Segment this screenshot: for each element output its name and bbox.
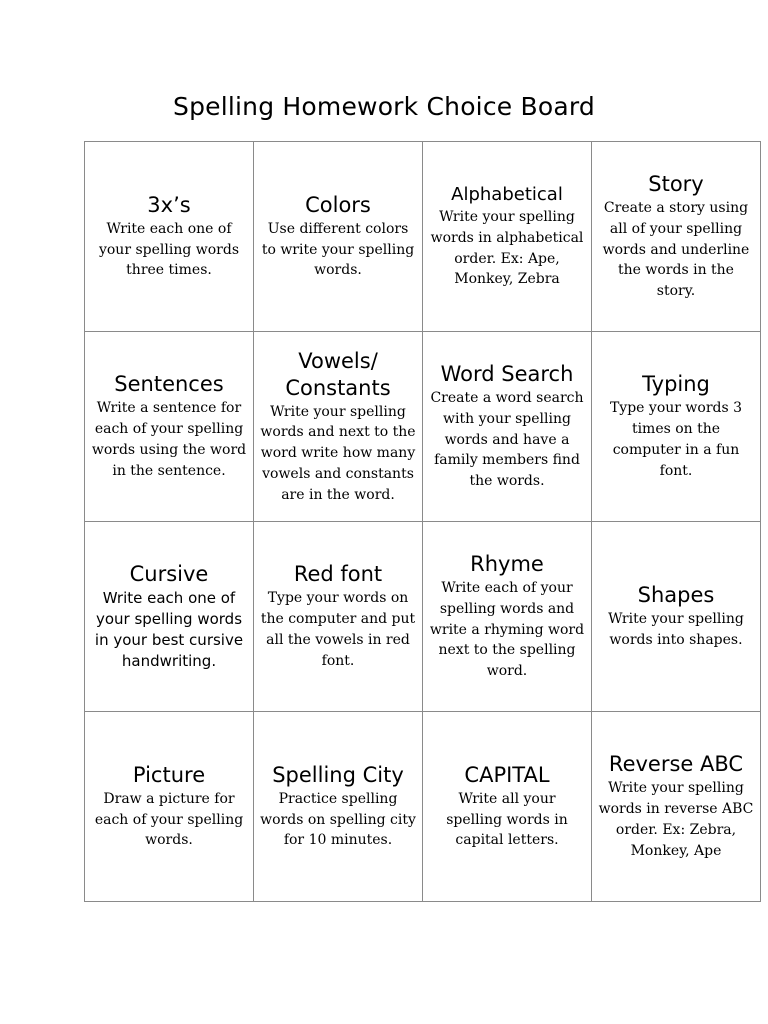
choice-cell-reverse-abc bbox=[592, 712, 761, 902]
choice-cell-capital bbox=[423, 712, 592, 902]
choice-description: Type your words on the computer and put all the vowels in red font. bbox=[260, 590, 416, 669]
choice-cell-spelling-city bbox=[254, 712, 423, 902]
choice-title: Colors bbox=[305, 192, 371, 217]
choice-description: Write each of your spelling words and write a rhyming word next to the spelling word. bbox=[429, 580, 585, 680]
choice-description: Create a word search with your spelling words and have a family members find the words. bbox=[430, 390, 584, 490]
choice-cell-3xs bbox=[85, 142, 254, 332]
choice-description: Write your spelling words in reverse ABC order. Ex: Zebra, Monkey, Ape bbox=[598, 780, 754, 859]
choice-cell-sentences bbox=[85, 332, 254, 522]
choice-title: Rhyme bbox=[470, 552, 544, 576]
choice-board bbox=[84, 141, 761, 902]
choice-title: Red font bbox=[293, 562, 383, 587]
choice-title: Spelling City bbox=[272, 762, 404, 787]
choice-cell-typing bbox=[592, 332, 761, 522]
page-title: Spelling Homework Choice Board bbox=[173, 92, 595, 121]
board-row bbox=[85, 522, 761, 712]
board-row bbox=[85, 332, 761, 522]
board-row bbox=[85, 712, 761, 902]
choice-description: Write each one of your spelling words three times. bbox=[98, 220, 240, 279]
choice-description: Use different colors to write your spelling words. bbox=[261, 220, 415, 279]
choice-title: Cursive bbox=[129, 562, 209, 586]
choice-description: Type your words 3 times on the computer in a fun font. bbox=[609, 400, 743, 479]
choice-description: Write your spelling words and next to the word write how many vowels and constants are in the word. bbox=[260, 403, 416, 503]
choice-cell-alphabetical bbox=[423, 142, 592, 332]
choice-description: Write each one of your spelling words in your best cursive handwriting. bbox=[94, 589, 244, 670]
choice-description: Write all your spelling words in capital letters. bbox=[446, 790, 568, 849]
choice-cell-story bbox=[592, 142, 761, 332]
choice-cell-vowels-constants bbox=[254, 332, 423, 522]
choice-description: Practice spelling words on spelling city for 10 minutes. bbox=[260, 790, 416, 849]
choice-description: Write your spelling words in alphabetical order. Ex: Ape, Monkey, Zebra bbox=[430, 208, 584, 288]
choice-description: Write your spelling words into shapes. bbox=[608, 611, 744, 648]
choice-description: Draw a picture for each of your spelling words. bbox=[94, 790, 244, 849]
choice-cell-picture bbox=[85, 712, 254, 902]
board-row bbox=[85, 142, 761, 332]
choice-cell-cursive bbox=[85, 522, 254, 712]
choice-title: Alphabetical bbox=[451, 183, 563, 205]
choice-title: Vowels/ Constants bbox=[285, 348, 391, 400]
choice-cell-word-search bbox=[423, 332, 592, 522]
choice-cell-shapes bbox=[592, 522, 761, 712]
choice-title: Reverse ABC bbox=[608, 752, 744, 777]
choice-title: 3x’s bbox=[147, 192, 191, 217]
choice-title: Picture bbox=[132, 762, 206, 787]
choice-cell-colors bbox=[254, 142, 423, 332]
choice-title: Word Search bbox=[440, 362, 574, 386]
choice-cell-rhyme bbox=[423, 522, 592, 712]
choice-title: Typing bbox=[642, 372, 710, 397]
choice-title: Sentences bbox=[114, 372, 224, 397]
choice-cell-red-font bbox=[254, 522, 423, 712]
choice-title: Shapes bbox=[637, 583, 715, 608]
choice-description: Write a sentence for each of your spelling words using the word in the sentence. bbox=[91, 400, 247, 479]
choice-description: Create a story using all of your spelling words and underline the words in the story. bbox=[602, 200, 750, 300]
choice-title: CAPITAL bbox=[464, 762, 550, 787]
choice-title: Story bbox=[648, 172, 704, 196]
